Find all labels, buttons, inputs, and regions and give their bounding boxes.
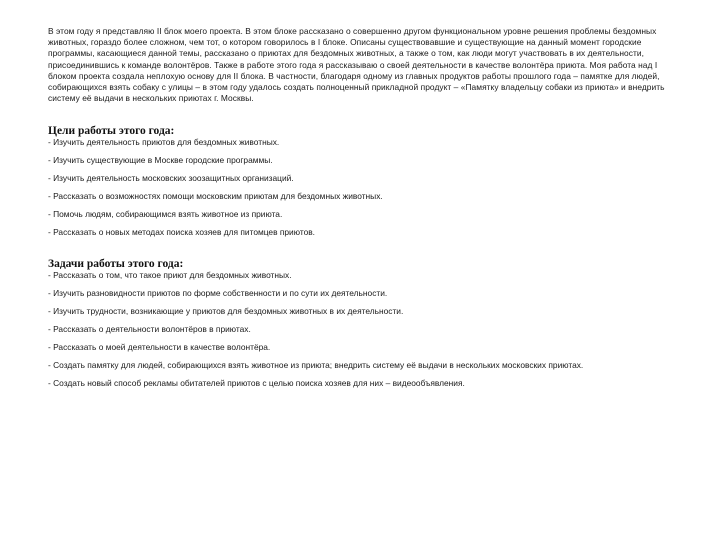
task-item: - Создать памятку для людей, собирающихся взять животное из приюта; внедрить систему её выдачи в нескольких московских приютах. — [48, 360, 584, 371]
tasks-list — [48, 270, 684, 389]
goal-item: - Изучить существующие в Москве городские программы. — [48, 155, 273, 166]
task-item: - Изучить разновидности приютов по форме собственности и по сути их деятельности. — [48, 288, 388, 299]
task-item: - Рассказать о деятельности волонтёров в приютах. — [48, 324, 251, 335]
document-page — [48, 26, 684, 396]
task-item: - Рассказать о моей деятельности в качестве волонтёра. — [48, 342, 271, 353]
task-item: - Рассказать о том, что такое приют для бездомных животных. — [48, 270, 292, 281]
intro-paragraph: В этом году я представляю II блок моего проекта. В этом блоке рассказано о совершенно другом функциональном уровне решения проблемы бездомных животных, гораздо более сложном, чем тот, о котором говорилось в I блоке. Описаны существовавшие и существующие на данный момент городские программы, касающиеся данной темы, рассказано о приютах для бездомных животных, а также о том, как люди могут участвовать в их деятельности, присоединившись к команде волонтёров. Также в работе этого года я рассказываю о своей деятельности в качестве волонтёра приюта. Моя работа над I блоком проекта создала неплохую основу для II блока. В частности, благодаря одному из главных продуктов работы прошлого года – памятке для людей, собирающихся взять собаку с улицы – в этом году удалось создать полноценный прикладной продукт – «Памятку владельцу собаки из приюта» и внедрить систему её выдачи в нескольких приютах г. Москвы. — [48, 26, 665, 104]
goal-item: - Изучить деятельность московских зоозащитных организаций. — [48, 173, 294, 184]
tasks-heading: Задачи работы этого года: — [48, 258, 184, 271]
goal-item: - Помочь людям, собирающимся взять животное из приюта. — [48, 209, 283, 220]
goals-list — [48, 137, 684, 238]
goal-item: - Изучить деятельность приютов для бездомных животных. — [48, 137, 280, 148]
goals-heading: Цели работы этого года: — [48, 125, 175, 138]
goal-item: - Рассказать о новых методах поиска хозяев для питомцев приютов. — [48, 227, 316, 238]
goal-item: - Рассказать о возможностях помощи московским приютам для бездомных животных. — [48, 191, 383, 202]
task-item: - Изучить трудности, возникающие у приютов для бездомных животных в их деятельности. — [48, 306, 404, 317]
task-item: - Создать новый способ рекламы обитателей приютов с целью поиска хозяев для них – видеообъявления. — [48, 378, 465, 389]
